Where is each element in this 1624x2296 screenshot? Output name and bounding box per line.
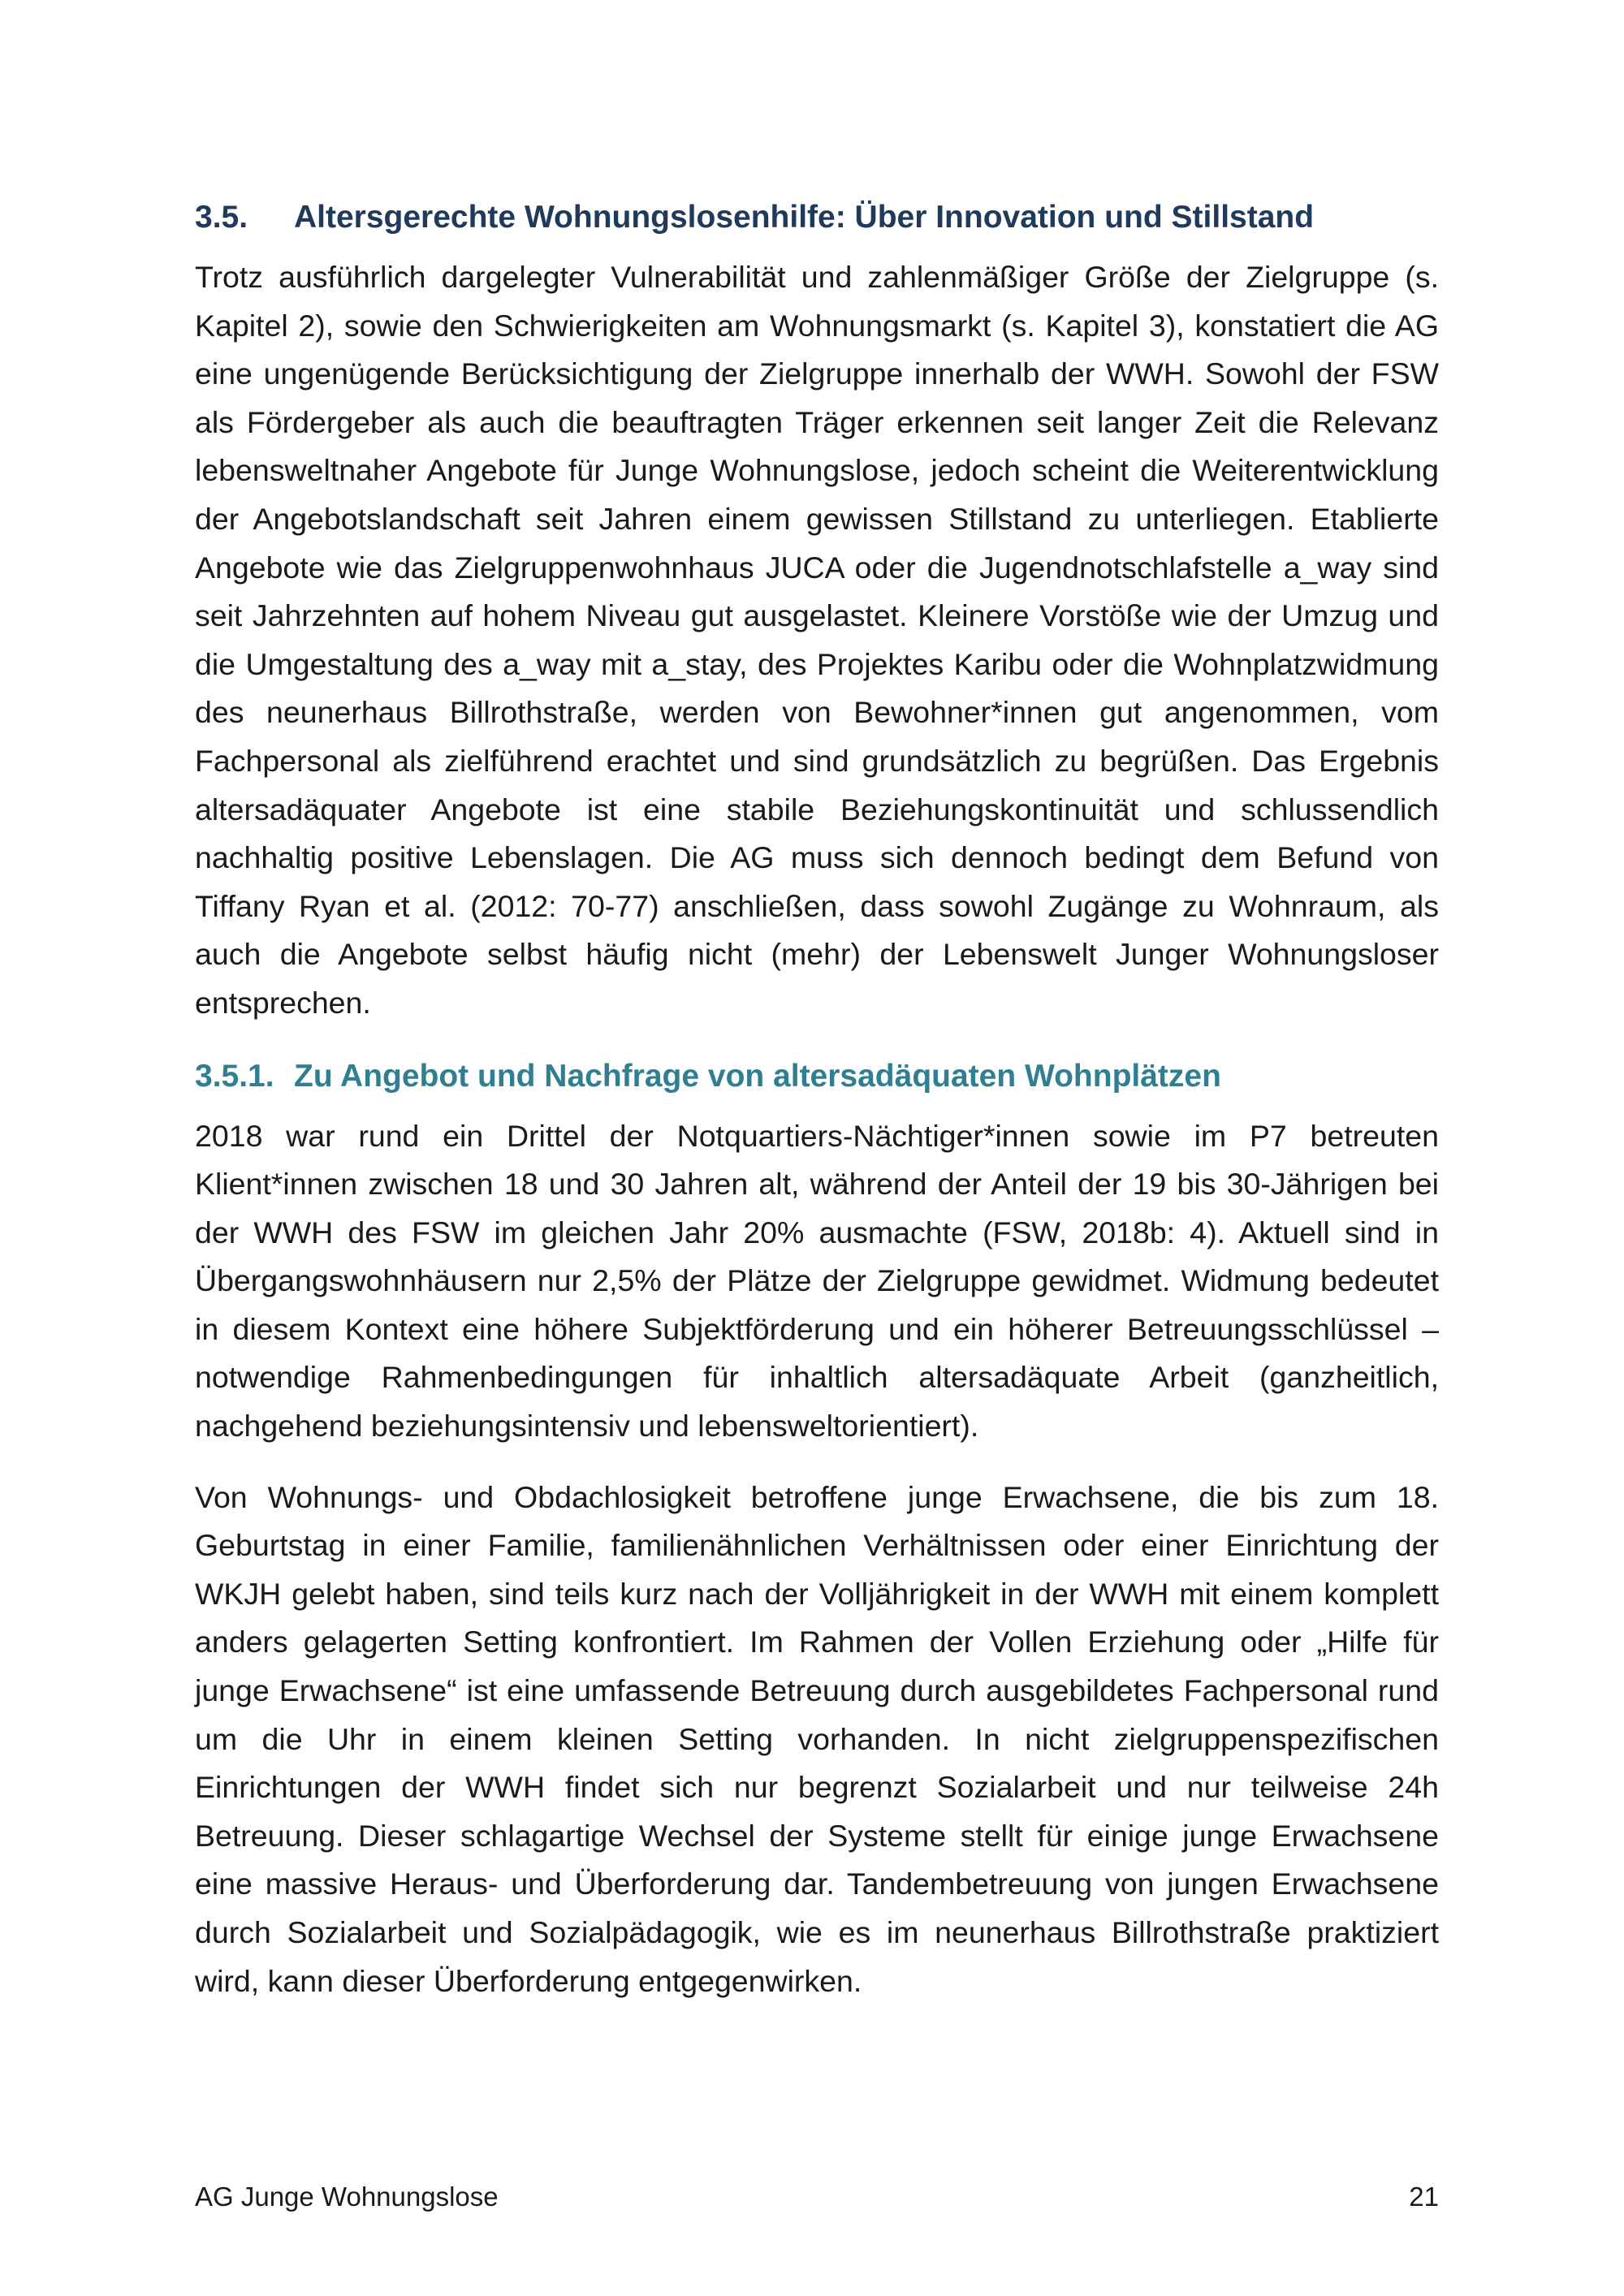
- subsection-paragraph-1: 2018 war rund ein Drittel der Notquartiers-Nächtiger*innen sowie im P7 betreuten Klient*innen zwischen 18 und 30 Jahren alt, während der Anteil der 19 bis 30-Jährigen bei der WWH des FSW im gleichen Jahr 20% ausmachte (FSW, 2018b: 4). Aktuell sind in Übergangswohnhäusern nur 2,5% der Plätze der Zielgruppe gewidmet. Widmung bedeutet in diesem Kontext eine höhere Subjektförderung und ein höherer Betreuungsschlüssel – notwendige Rahmenbedingungen für inhaltlich altersadäquate Arbeit (ganzheitlich, nachgehend beziehungsintensiv und lebensweltorientiert).: [195, 1118, 1439, 1444]
- section-number: 3.5.: [195, 200, 248, 235]
- page-footer: [195, 2181, 1439, 2213]
- page-number: 21: [1409, 2182, 1439, 2212]
- subsection-number: 3.5.1.: [195, 1058, 274, 1094]
- subsection-title: Zu Angebot und Nachfrage von altersadäquaten Wohnplätzen: [294, 1058, 1221, 1094]
- footer-organization: AG Junge Wohnungslose: [195, 2182, 499, 2212]
- section-heading: [195, 193, 1439, 242]
- section-paragraph: Trotz ausführlich dargelegter Vulnerabilität und zahlenmäßiger Größe der Zielgruppe (s. Kapitel 2), sowie den Schwierigkeiten am Wohnungsmarkt (s. Kapitel 3), konstatiert die AG eine ungenügende Berücksichtigung der Zielgruppe innerhalb der WWH. Sowohl der FSW als Fördergeber als auch die beauftragten Träger erkennen seit langer Zeit die Relevanz lebensweltnaher Angebote für Junge Wohnungslose, jedoch scheint die Weiterentwicklung der Angebotslandschaft seit Jahren einem gewissen Stillstand zu unterliegen. Etablierte Angebote wie das Zielgruppenwohnhaus JUCA oder die Jugendnotschlafstelle a_way sind seit Jahrzehnten auf hohem Niveau gut ausgelastet. Kleinere Vorstöße wie der Umzug und die Umgestaltung des a_way mit a_stay, des Projektes Karibu oder die Wohnplatzwidmung des neunerhaus Billrothstraße, werden von Bewohner*innen gut angenommen, vom Fachpersonal als zielführend erachtet und sind grundsätzlich zu begrüßen. Das Ergebnis altersadäquater Angebote ist eine stabile Beziehungskontinuität und schlussendlich nachhaltig positive Lebenslagen. Die AG muss sich dennoch bedingt dem Befund von Tiffany Ryan et al. (2012: 70-77) anschließen, dass sowohl Zugänge zu Wohnraum, als auch die Angebote selbst häufig nicht (mehr) der Lebenswelt Junger Wohnungsloser entsprechen.: [195, 260, 1439, 1020]
- subsection-paragraph-2: Von Wohnungs- und Obdachlosigkeit betroffene junge Erwachsene, die bis zum 18. Geburtstag in einer Familie, familienähnlichen Verhältnissen oder einer Einrichtung der WKJH gelebt haben, sind teils kurz nach der Volljährigkeit in der WWH mit einem komplett anders gelagerten Setting konfrontiert. Im Rahmen der Vollen Erziehung oder „Hilfe für junge Erwachsene“ ist eine umfassende Betreuung durch ausgebildetes Fachpersonal rund um die Uhr in einem kleinen Setting vorhanden. In nicht zielgruppenspezifischen Einrichtungen der WWH findet sich nur begrenzt Sozialarbeit und nur teilweise 24h Betreuung. Dieser schlagartige Wechsel der Systeme stellt für einige junge Erwachsene eine massive Heraus- und Überforderung dar. Tandembetreuung von jungen Erwachsene durch Sozialarbeit und Sozialpädagogik, wie es im neunerhaus Billrothstraße praktiziert wird, kann dieser Überforderung entgegenwirken.: [195, 1479, 1439, 1998]
- subsection-heading: [195, 1052, 1439, 1101]
- page-content: [195, 193, 1439, 2028]
- section-title: Altersgerechte Wohnungslosenhilfe: Über Innovation und Stillstand: [294, 200, 1315, 235]
